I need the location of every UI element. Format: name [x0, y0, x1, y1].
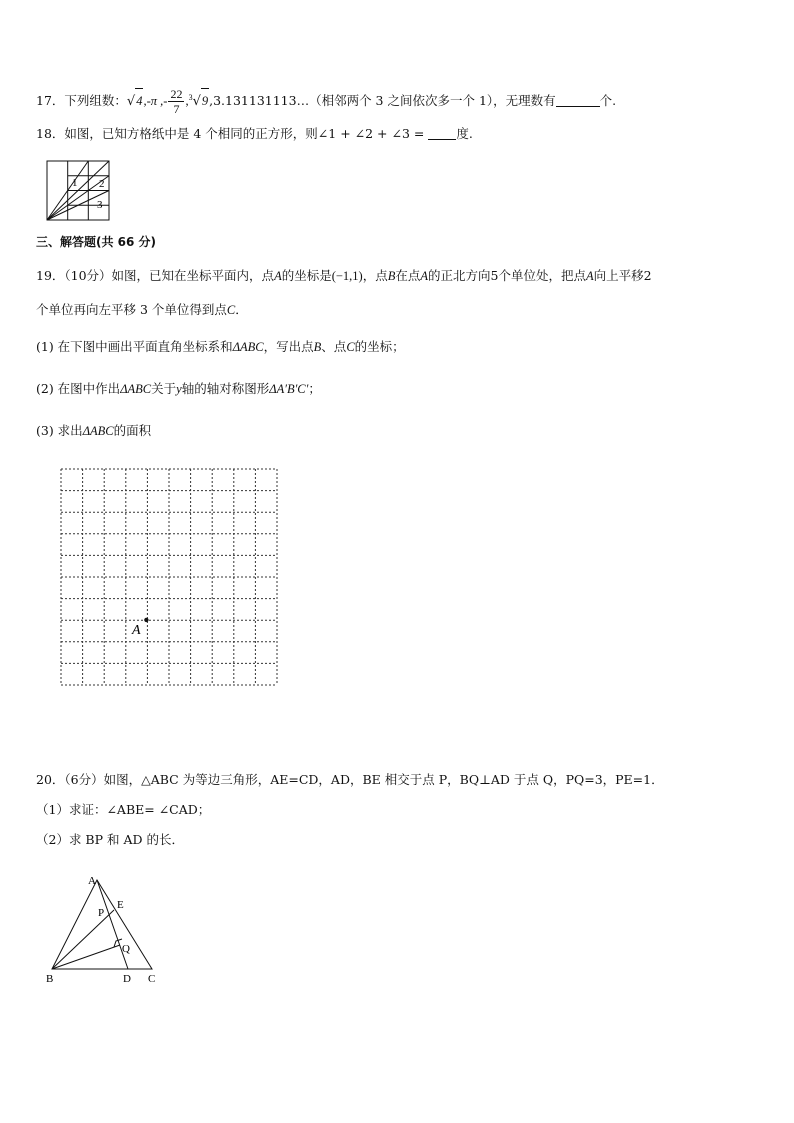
q19-text: 19．（10分）如图，已知在坐标平面内，点 — [36, 268, 275, 283]
q19-text: 的坐标； — [354, 339, 405, 354]
angle-label-3: 3 — [97, 199, 103, 211]
q17-number: 17． — [36, 93, 65, 109]
point-b-label: B — [387, 269, 396, 283]
q20-line1: 20．（6分）如图，△ABC 为等边三角形，AE=CD，AD，BE 相交于点 P，BQ⊥AD 于点 Q，PQ=3，PE=1． — [36, 772, 664, 787]
q19-text: 关于 — [151, 381, 177, 396]
q17-prefix: 下列组数： — [64, 93, 127, 109]
q20-triangle-figure — [40, 870, 170, 990]
grid-point-a-label: A — [132, 623, 141, 638]
point-a-label: A — [274, 269, 282, 283]
point-a-dot — [144, 618, 148, 622]
q17-rest: ,3.131131113…（相邻两个 3 之间依次多一个 1），无理数有 — [209, 93, 556, 109]
q19-text: 、点 — [321, 339, 347, 354]
q19-text: (2) 在图中作出 — [36, 381, 121, 396]
question-18 — [36, 124, 473, 144]
label-q: Q — [122, 943, 130, 955]
label-e: E — [117, 899, 124, 911]
q20-part2: （2）求 BP 和 AD 的长． — [36, 832, 184, 847]
y-axis-label: y — [176, 382, 182, 396]
point-b-label: B — [313, 340, 322, 354]
q19-text: ． — [235, 302, 248, 317]
q17-comma: , — [185, 94, 189, 109]
q18-grid-figure — [44, 158, 114, 224]
q19-part2 — [36, 379, 321, 399]
point-a-coordinates: (−1,1) — [331, 269, 363, 283]
q19-text: 的坐标是 — [281, 268, 332, 283]
q19-line1 — [36, 266, 652, 286]
question-17 — [36, 86, 616, 116]
q19-text: 个单位再向左平移 3 个单位得到点 — [36, 302, 227, 317]
q19-text: 在点 — [395, 268, 421, 283]
q18-answer-blank[interactable] — [428, 127, 456, 140]
q17-answer-blank[interactable] — [556, 94, 600, 107]
q19-part3 — [36, 421, 151, 441]
q19-text: ； — [308, 381, 321, 396]
segment-be — [52, 910, 114, 969]
q19-text: (1) 在下图中画出平面直角坐标系和 — [36, 339, 233, 354]
q19-line2 — [36, 300, 248, 320]
q17-suffix: 个. — [599, 93, 617, 109]
q19-text: 的面积 — [113, 423, 152, 438]
label-c: C — [148, 973, 156, 985]
grid-lines — [61, 469, 277, 685]
cbrt-index: 3 — [188, 93, 193, 102]
label-d: D — [123, 973, 131, 985]
angle-label-1: 1 — [72, 177, 78, 189]
cbrt9-radicand: 9 — [201, 88, 209, 113]
fraction-denominator: 7 — [173, 102, 180, 117]
point-c-label: C — [346, 340, 355, 354]
label-b: B — [46, 973, 54, 985]
sqrt4-radicand: 4 — [135, 88, 143, 113]
q17-neg-pi: ,-π ,- — [143, 94, 168, 109]
q17-fraction — [168, 87, 184, 116]
sqrt-symbol: √ — [126, 94, 136, 110]
q19-text: 轴的轴对称图形 — [181, 381, 270, 396]
label-p: P — [98, 907, 105, 919]
q18-suffix: 度. — [456, 126, 473, 141]
triangle-a-prime: ΔA′B′C′ — [269, 382, 309, 396]
q19-part1 — [36, 337, 405, 357]
label-a: A — [88, 875, 96, 887]
triangle-abc: ΔABC — [120, 382, 152, 396]
point-a-label: A — [420, 269, 429, 283]
section-heading: 三、解答题(共 66 分) — [36, 235, 157, 249]
cbrt-symbol: √ — [192, 94, 201, 110]
q19-text: (3) 求出 — [36, 423, 83, 438]
q19-text: 向上平移2 — [593, 268, 652, 283]
point-a-label: A — [586, 269, 594, 283]
triangle-abc: ΔABC — [232, 340, 264, 354]
fraction-numerator: 22 — [170, 87, 183, 102]
angle-label-2: 2 — [99, 178, 105, 190]
q20-part1: （1）求证：∠ABE= ∠CAD； — [36, 802, 211, 817]
q19-dotted-grid — [58, 466, 280, 688]
point-c-label: C — [226, 303, 236, 317]
segment-ad — [97, 880, 128, 969]
q19-text: ，点 — [362, 268, 388, 283]
q19-text: 的正北方向5个单位处，把点 — [428, 268, 586, 283]
q18-text: 18．如图，已知方格纸中是 4 个相同的正方形，则∠1 + ∠2 + ∠3 = — [36, 126, 425, 141]
q19-text: ，写出点 — [263, 339, 314, 354]
triangle-abc: ΔABC — [82, 424, 114, 438]
